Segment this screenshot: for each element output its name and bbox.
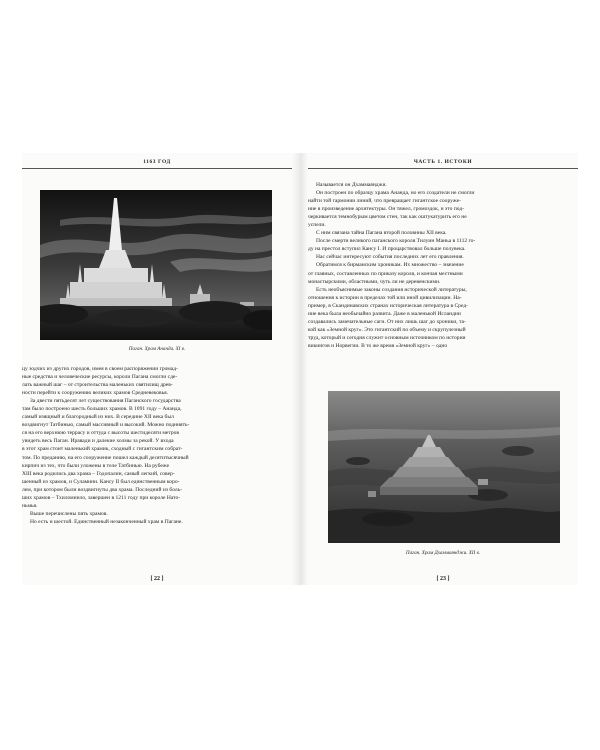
text-line: лать важный шаг – от строительства маленьких святилищ древ- bbox=[22, 382, 173, 389]
left-body-text bbox=[22, 365, 292, 526]
ananda-temple-photo bbox=[40, 190, 272, 340]
left-head-rule bbox=[22, 168, 292, 169]
right-running-head: ЧАСТЬ 1. ИСТОКИ bbox=[413, 159, 473, 165]
text-line: успели. bbox=[308, 222, 326, 229]
left-running-head: 1163 ГОД bbox=[143, 159, 171, 165]
dhammayangyi-photo-caption: Паган. Храм Дхаммаянджи. XII в. bbox=[405, 550, 481, 556]
text-line: самый изящный и благородный из них. В середине XII века был bbox=[22, 414, 174, 421]
text-line: пример, в Скандинавских странах историческая литература в Сред- bbox=[308, 302, 469, 309]
text-line: Нас сейчас интересуют события последних лет его правления. bbox=[316, 254, 464, 261]
text-line: ших храмов – Тхиломинло, завершен в 1211 году при короле Нато- bbox=[22, 494, 181, 501]
text-line: монастырскими, областными, чуть ли не деревенскими. bbox=[308, 278, 441, 285]
text-line: С ним связана тайна Пагана второй половины XII века. bbox=[316, 230, 447, 237]
text-line: XIII века родились два храма – Годопалин, самый легкий, совер- bbox=[22, 470, 175, 477]
text-line: ся на его верхнюю террасу и оттуда с высоты шестидесяти метров bbox=[22, 430, 180, 437]
text-line: кирпич из тех, что были уложены в теле Татбинью. На рубеже bbox=[22, 462, 170, 469]
text-line: ду на престол вступил Кансу I. И процарствовал больше полувека. bbox=[308, 246, 466, 253]
right-page bbox=[308, 153, 578, 585]
text-line: воздвигнут Татбинью, самый массивный и высокий. Можно подннять- bbox=[22, 422, 190, 429]
left-page-number: [ 22 ] bbox=[150, 576, 164, 582]
text-line: Называется он Дхаммаянджи. bbox=[316, 182, 387, 188]
text-line: ние века была необычайно развита. Даже в маленькой Исландии bbox=[308, 310, 461, 317]
text-line: Он построен по образцу храма Ананда, но его создатели не смогли bbox=[316, 190, 475, 197]
text-line: отношения к истории в пределах той или иной цивилизации. На- bbox=[308, 294, 462, 301]
text-line: черкивается темнобурым цветом стен, так как оштукатурить его не bbox=[308, 214, 467, 221]
right-body-text bbox=[308, 181, 578, 350]
text-line: Обратимся к бирманским хроникам. Их множество – значение bbox=[316, 262, 464, 269]
text-line: викингов и Норвегии. В то же время «Земной круг» – одно bbox=[308, 342, 448, 349]
text-line: Но есть и шестой. Единственный незаконченный храм в Пагане. bbox=[30, 518, 183, 525]
text-line: в этот храм стоит маленький храмик, сходный с гигантским собрат- bbox=[22, 446, 183, 453]
text-line: кой как «Земной круг». Это гигантский по объему и скрупулезный bbox=[308, 326, 466, 333]
ananda-photo-caption: Паган. Храм Ананда. XI в. bbox=[128, 346, 186, 352]
text-line: найти той гармонии линий, что превращает гигантское сооруже- bbox=[308, 198, 461, 205]
right-page-number: [ 23 ] bbox=[436, 576, 450, 582]
text-line: лем, при котором были воздвигнуты два храма. Последний из боль- bbox=[22, 486, 183, 493]
text-line: том. По преданию, на его сооружение пошел каждый десятитысячный bbox=[22, 454, 189, 461]
text-line: шенный из храмов, и Суламини. Кансу II был единственным коро- bbox=[22, 478, 180, 485]
text-line: ные средства и человеческие ресурсы, короли Пагана смогли сде- bbox=[22, 374, 178, 381]
left-page bbox=[22, 153, 292, 585]
text-line: После смерти великого паганского короля Тилуин Маньа в 1112 го- bbox=[316, 238, 476, 245]
text-line: ности перейти к сооружению великих храмов Средневековья. bbox=[22, 390, 169, 397]
right-head-rule bbox=[308, 168, 578, 169]
text-line: За двести пятьдесят лет существования Паганского государства bbox=[30, 398, 181, 405]
text-line: там было построено шесть больших храмов. В 1091 году – Ананда, bbox=[22, 406, 182, 413]
book-gutter bbox=[292, 153, 308, 585]
text-line: увидеть весь Паган. Иравади и далекие холмы за рекой. У входа bbox=[22, 438, 174, 445]
text-line: от главных, составленных по приказу короля, и кончая местными bbox=[308, 270, 463, 277]
text-line: труд, который и сегодня служит основным источником по истории bbox=[308, 334, 466, 341]
text-line: создавались замечательные саги. От них лишь шаг до хроники, та- bbox=[308, 318, 466, 325]
text-line: цу зодчих из других городов, имея в своем распоряжении громад- bbox=[22, 366, 178, 372]
text-line: Есть необъяснимые законы создания исторической литературы, bbox=[316, 286, 467, 293]
text-line: ние в произведение архитектуры. Он тяжел, громоздок, и это под- bbox=[308, 206, 465, 213]
dhammayangyi-temple-photo bbox=[328, 391, 560, 543]
text-line: Выше перечислены пять храмов. bbox=[30, 510, 108, 517]
book-spread bbox=[22, 153, 578, 585]
text-line: ньмья. bbox=[22, 502, 38, 509]
